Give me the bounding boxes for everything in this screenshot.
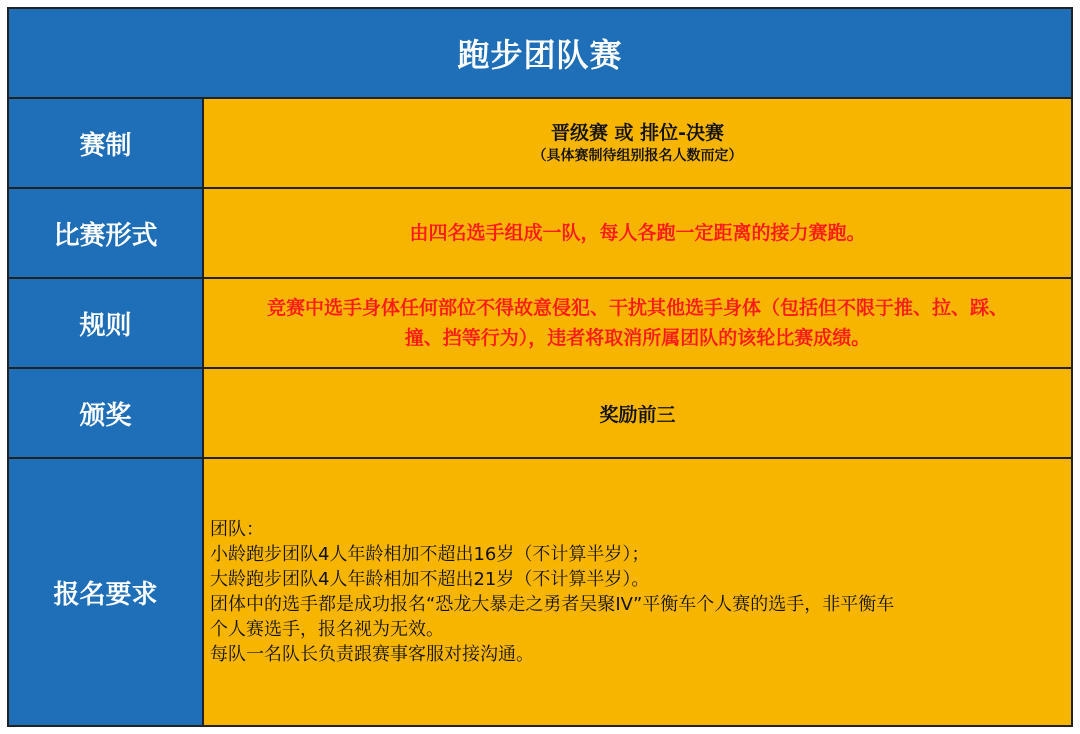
- row-award: [9, 369, 1071, 459]
- requirements-label: 报名要求: [9, 459, 204, 725]
- format-value: [204, 99, 1071, 187]
- requirements-line: 个人赛选手，报名视为无效。: [210, 619, 444, 640]
- rules-line-2: 撞、挡等行为），违者将取消所属团队的该轮比赛成绩。: [404, 327, 871, 349]
- requirements-line: 大龄跑步团队4人年龄相加不超出21岁（不计算半岁）。: [210, 569, 650, 590]
- info-table: [7, 7, 1073, 727]
- format-label: 赛制: [9, 99, 204, 187]
- requirements-value: [204, 459, 1071, 725]
- mode-text: 由四名选手组成一队，每人各跑一定距离的接力赛跑。: [409, 222, 866, 244]
- row-format: [9, 99, 1071, 189]
- requirements-line: 团队：: [210, 519, 264, 540]
- award-label: 颁奖: [9, 369, 204, 457]
- mode-label: 比赛形式: [9, 189, 204, 277]
- rules-label: 规则: [9, 279, 204, 367]
- format-main-text: 晋级赛 或 排位-决赛: [550, 122, 725, 144]
- requirements-line: 小龄跑步团队4人年龄相加不超出16岁（不计算半岁）；: [210, 544, 650, 565]
- row-requirements: [9, 459, 1071, 725]
- requirements-line: 每队一名队长负责跟赛事客服对接沟通。: [210, 644, 534, 665]
- format-sub-text: （具体赛制待组别报名人数而定）: [532, 148, 743, 164]
- row-rules: [9, 279, 1071, 369]
- requirements-line: 团体中的选手都是成功报名“恐龙大暴走之勇者吴聚IV”平衡车个人赛的选手，非平衡车: [210, 594, 895, 615]
- mode-value: [204, 189, 1071, 277]
- row-mode: [9, 189, 1071, 279]
- award-value: [204, 369, 1071, 457]
- table-title: 跑步团队赛: [9, 9, 1071, 99]
- award-text: 奖励前三: [599, 403, 676, 426]
- rules-line-1: 竞赛中选手身体任何部位不得故意侵犯、干扰其他选手身体（包括但不限于推、拉、踩、: [266, 297, 1008, 319]
- rules-value: [204, 279, 1071, 367]
